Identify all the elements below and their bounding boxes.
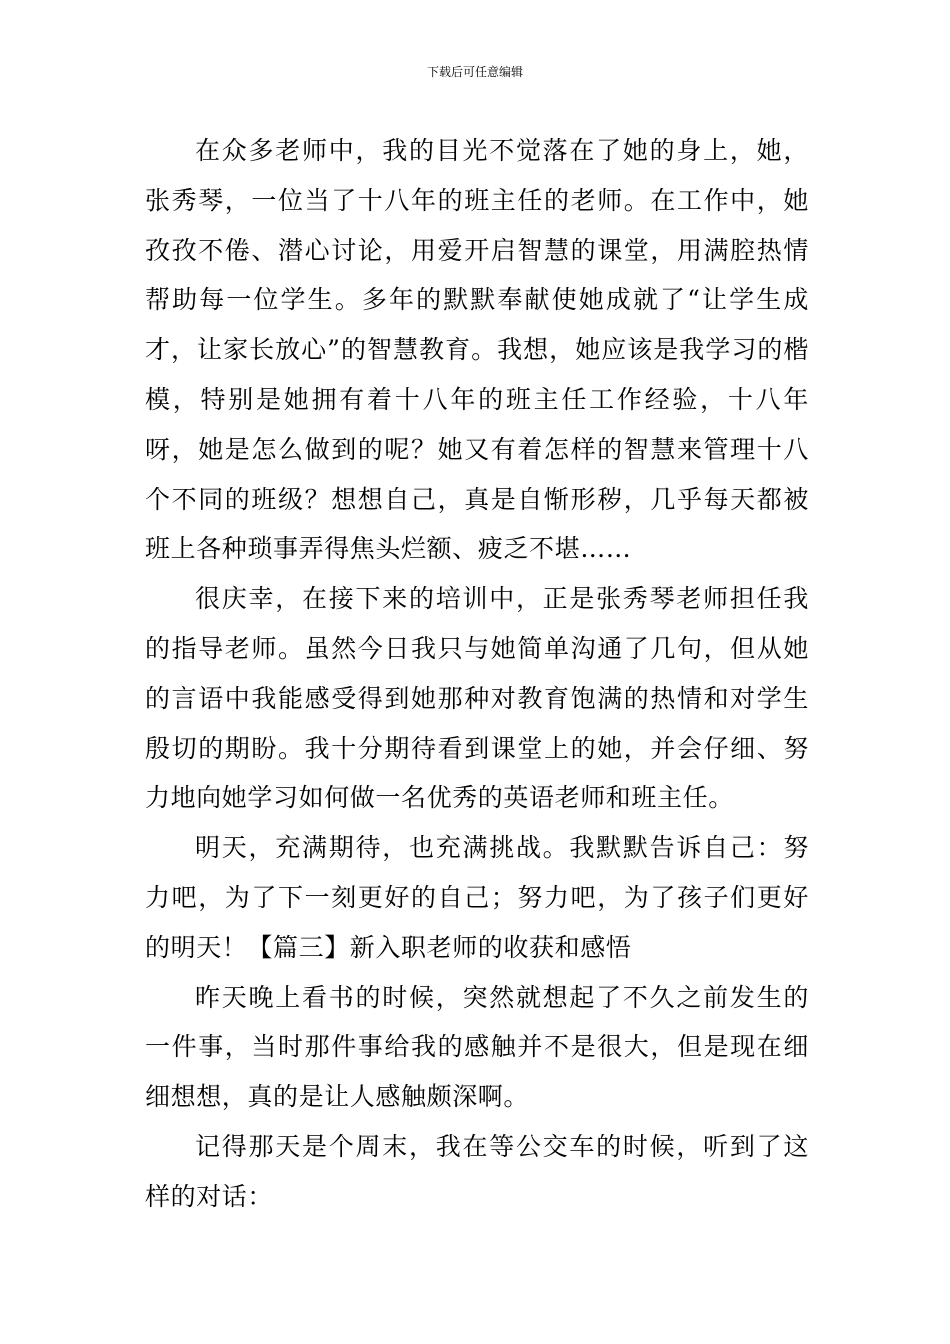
paragraph-2: 很庆幸，在接下来的培训中，正是张秀琴老师担任我的指导老师。虽然今日我只与她简单沟通了几句，但从她的言语中我能感受得到她那种对教育饱满的热情和对学生殷切的期盼。我十分期待看到课堂上的她，并会仔细、努力地向她学习如何做一名优秀的英语老师和班主任。 (145, 584, 809, 813)
paragraph-1: 在众多老师中，我的目光不觉落在了她的身上，她，张秀琴，一位当了十八年的班主任的老师。在工作中，她孜孜不倦、潜心讨论，用爱开启智慧的课堂，用满腔热情帮助每一位学生。多年的默默奉献使她成就了“让学生成才，让家长放心”的智慧教育。我想，她应该是我学习的楷模，特别是她拥有着十八年的班主任工作经验，十八年呀，她是怎么做到的呢？她又有着怎样的智慧来管理十八个不同的班级？想想自己，真是自惭形秽，几乎每天都被班上各种琐事弄得焦头烂额、疲乏不堪…… (145, 136, 809, 564)
paragraph-5: 记得那天是个周末，我在等公交车的时候，听到了这样的对话： (145, 1131, 809, 1211)
page-header: 下载后可任意编辑 (426, 65, 523, 79)
paragraph-4: 昨天晚上看书的时候，突然就想起了不久之前发生的一件事，当时那件事给我的感触并不是很大，但是现在细细想想，真的是让人感触颇深啊。 (145, 982, 809, 1112)
paragraph-3: 明天，充满期待，也充满挑战。我默默告诉自己：努力吧，为了下一刻更好的自己；努力吧，为了孩子们更好的明天！【篇三】新入职老师的收获和感悟 (145, 833, 809, 962)
document-body (145, 126, 809, 1222)
